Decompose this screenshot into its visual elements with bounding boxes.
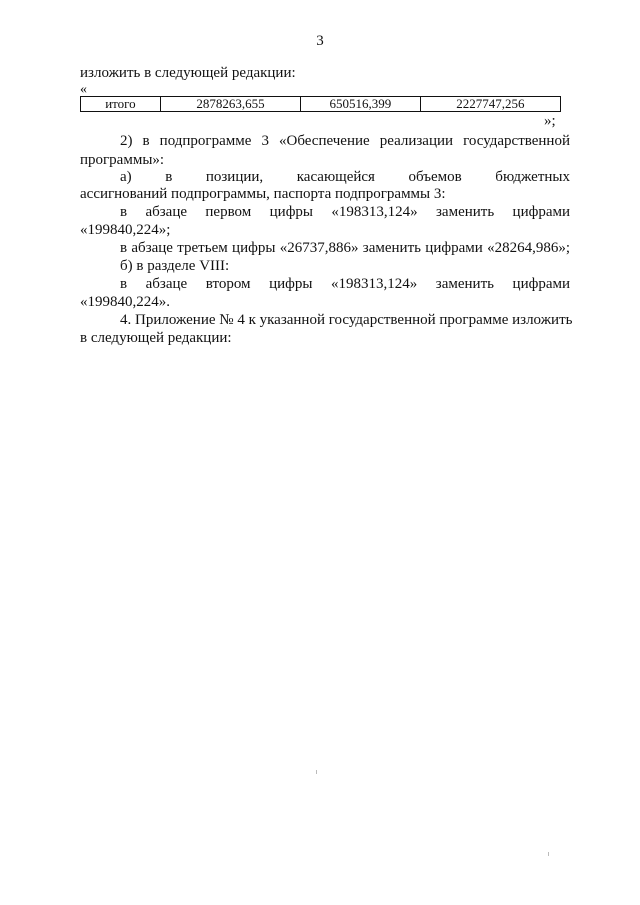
paragraph-b: б) в разделе VIII: [120, 258, 230, 274]
page-number: 3 [316, 33, 324, 49]
paragraph-first-line-2: «199840,224»; [80, 222, 171, 238]
intro-line: изложить в следующей редакции: [80, 65, 296, 81]
paragraph-a-line-2: ассигнований подпрограммы, паспорта подпрограммы 3: [80, 186, 446, 202]
paragraph-4-line-2: в следующей редакции: [80, 330, 232, 346]
table-cell-federal: 650516,399 [301, 97, 421, 112]
table-cell-regional: 2227747,256 [420, 97, 560, 112]
paragraph-2-line-1: 2) в подпрограмме 3 «Обеспечение реализации государственной [120, 133, 570, 149]
scan-speck [548, 852, 549, 856]
table-cell-total: 2878263,655 [160, 97, 300, 112]
quote-close: »; [544, 113, 556, 129]
table-row [81, 97, 561, 112]
paragraph-third: в абзаце третьем цифры «26737,886» заменить цифрами «28264,986»; [120, 240, 570, 256]
quote-open: « [80, 82, 87, 97]
paragraph-second-line-2: «199840,224». [80, 294, 170, 310]
paragraph-second-line-1: в абзаце втором цифры «198313,124» заменить цифрами [120, 276, 570, 292]
scan-speck [316, 770, 317, 774]
totals-table [80, 96, 561, 112]
paragraph-a-line-1: а) в позиции, касающейся объемов бюджетных [120, 169, 570, 185]
table-cell-label: итого [81, 97, 161, 112]
paragraph-first-line-1: в абзаце первом цифры «198313,124» заменить цифрами [120, 204, 570, 220]
paragraph-2-line-2: программы»: [80, 152, 165, 168]
paragraph-4-line-1: 4. Приложение № 4 к указанной государственной программе изложить [120, 312, 573, 328]
